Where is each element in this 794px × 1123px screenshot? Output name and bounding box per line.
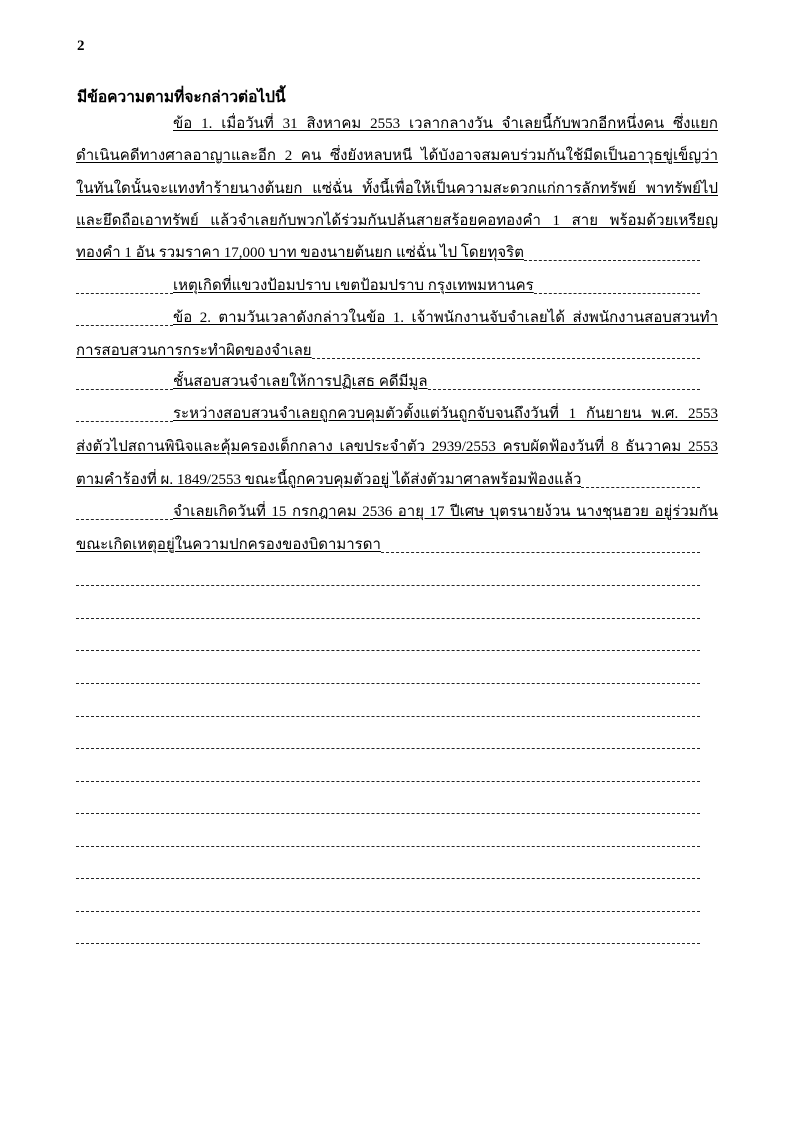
body-line-text: ข้อ 2. ตามวันเวลาดังกล่าวในข้อ 1. เจ้าพนักงานจับจำเลยได้ ส่งพนักงานสอบสวนทำ (173, 310, 718, 326)
body-line (76, 401, 718, 425)
dotted-fill (524, 260, 700, 261)
body-line (76, 208, 718, 232)
dotted-fill (428, 389, 700, 390)
blank-dotted-line (76, 911, 700, 912)
dotted-leader (76, 293, 173, 294)
body-line-text: ในทันใดนั้นจะแทงทำร้ายนางต้นยก แซ่ฉั่น ทั้งนี้เพื่อให้เป็นความสะดวกแก่การลักทรัพย์ พาทรัพย์ไป (76, 181, 718, 197)
blank-dotted-line (76, 878, 700, 879)
body-line (76, 499, 718, 523)
body-line-text: ดำเนินคดีทางศาลอาญาและอีก 2 คน ซึ่งยังหลบหนี ได้บังอาจสมคบร่วมกันใช้มีดเป็นอาวุธขู่เข็ญว่า (76, 148, 718, 164)
body-line-text: จำเลยเกิดวันที่ 15 กรกฎาคม 2536 อายุ 17 ปีเศษ บุตรนายง้วน นางชุนฮวย อยู่ร่วมกัน (173, 504, 718, 520)
body-line-text: ส่งตัวไปสถานพินิจและคุ้มครองเด็กกลาง เลขประจำตัว 2939/2553 ครบผัดฟ้องวันที่ 8 ธันวาคม 2553 (76, 439, 718, 455)
blank-dotted-line (76, 846, 700, 847)
body-line-text: ชั้นสอบสวนจำเลยให้การปฏิเสธ คดีมีมูล (173, 374, 428, 390)
body-line (76, 240, 700, 264)
body-line (76, 369, 700, 393)
body-line (76, 338, 700, 362)
dotted-fill (312, 358, 700, 359)
body-line (76, 111, 718, 135)
body-line-text: เหตุเกิดที่แขวงป้อมปราบ เขตป้อมปราบ กรุงเทพมหานคร (173, 278, 534, 294)
body-line-text: การสอบสวนการกระทำผิดของจำเลย (76, 343, 312, 359)
dotted-leader (76, 389, 173, 390)
blank-dotted-line (76, 618, 700, 619)
body-line-text: ตามคำร้องที่ ผ. 1849/2553 ขณะนี้ถูกควบคุมตัวอยู่ ได้ส่งตัวมาศาลพร้อมฟ้องแล้ว (76, 472, 582, 488)
dotted-leader (76, 519, 173, 520)
body-line-text: ข้อ 1. เมื่อวันที่ 31 สิงหาคม 2553 เวลากลางวัน จำเลยนี้กับพวกอีกหนึ่งคน ซึ่งแยก (173, 116, 718, 132)
blank-dotted-line (76, 585, 700, 586)
body-line (76, 467, 700, 491)
dotted-fill (581, 487, 700, 488)
dotted-fill (381, 552, 700, 553)
blank-dotted-line (76, 813, 700, 814)
blank-dotted-line (76, 748, 700, 749)
body-line-text: ระหว่างสอบสวนจำเลยถูกควบคุมตัวตั้งแต่วันถูกจับจนถึงวันที่ 1 กันยายน พ.ศ. 2553 (173, 406, 718, 422)
dotted-leader (76, 421, 173, 422)
dotted-leader (76, 325, 173, 326)
blank-dotted-line (76, 683, 700, 684)
body-line (76, 434, 718, 458)
blank-dotted-line (76, 650, 700, 651)
blank-dotted-line (76, 943, 700, 944)
body-line-text: และยึดถือเอาทรัพย์ แล้วจำเลยกับพวกได้ร่วมกันปล้นสายสร้อยคอทองคำ 1 สาย พร้อมด้วยเหรียญ (76, 213, 718, 229)
body-line-text: ขณะเกิดเหตุอยู่ในความปกครองของบิดามารดา (76, 537, 381, 553)
dotted-fill (534, 293, 700, 294)
body-line (76, 273, 700, 297)
blank-dotted-line (76, 781, 700, 782)
blank-dotted-line (76, 716, 700, 717)
section-heading: มีข้อความตามที่จะกล่าวต่อไปนี้ (77, 89, 286, 106)
body-line (76, 176, 718, 200)
body-line (76, 305, 718, 329)
body-line (76, 143, 718, 167)
body-line (76, 532, 700, 556)
body-line-text: ทองคำ 1 อัน รวมราคา 17,000 บาท ของนายต้นยก แซ่ฉั่น ไป โดยทุจริต (76, 245, 524, 261)
page-number: 2 (77, 38, 85, 54)
